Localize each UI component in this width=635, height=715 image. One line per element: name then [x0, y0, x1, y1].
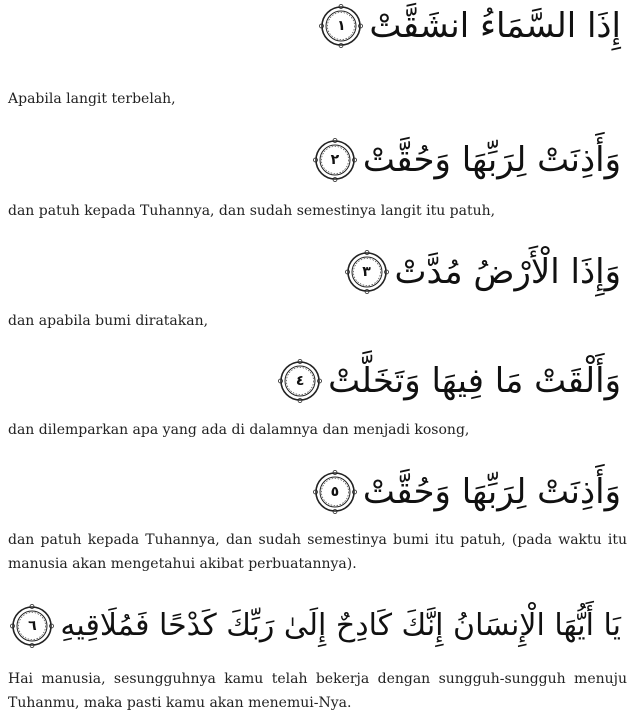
verse-6-translation: Hai manusia, sesungguhnya kamu telah bekerja dengan sungguh-sungguh menuju Tuhanmu, maka pasti kamu akan menemui-Nya. [8, 671, 627, 711]
verse-1-arabic: إِذَا السَّمَاءُ انشَقَّتْ [369, 6, 621, 46]
verse-end-marker-icon [313, 470, 357, 514]
verse-6-number: ٦ [28, 618, 37, 634]
verse-2-arabic-row [313, 138, 621, 182]
verse-3-translation: dan apabila bumi diratakan, [8, 313, 209, 329]
verse-end-marker-icon [278, 359, 322, 403]
verse-2-number: ٢ [330, 152, 340, 168]
verse-6-arabic-row [10, 604, 621, 648]
verse-4-translation: dan dilemparkan apa yang ada di dalamnya dan menjadi kosong, [8, 422, 470, 438]
verse-5-translation: dan patuh kepada Tuhannya, dan sudah semestinya bumi itu patuh, (pada waktu itu manusia akan mengetahui akibat perbuatannya). [8, 532, 627, 572]
verse-4-arabic: وَأَلْقَتْ مَا فِيهَا وَتَخَلَّتْ [328, 361, 621, 401]
verse-5-arabic-row [313, 470, 621, 514]
verse-end-marker-icon [319, 4, 363, 48]
verse-2-arabic: وَأَذِنَتْ لِرَبِّهَا وَحُقَّتْ [362, 140, 621, 180]
verse-end-marker-icon [313, 138, 357, 182]
verse-4-arabic-row [278, 359, 621, 403]
verse-2-translation: dan patuh kepada Tuhannya, dan sudah semestinya langit itu patuh, [8, 203, 496, 219]
verse-end-marker-icon [10, 604, 54, 648]
verse-1-translation: Apabila langit terbelah, [8, 91, 176, 107]
verse-5-number: ٥ [330, 484, 340, 500]
verse-5-arabic: وَأَذِنَتْ لِرَبِّهَا وَحُقَّتْ [362, 472, 621, 512]
verse-1-arabic-row [319, 4, 621, 48]
verse-1-number: ١ [337, 18, 346, 34]
verse-4-number: ٤ [295, 373, 305, 389]
verse-3-arabic-row [345, 250, 622, 294]
verse-3-number: ٣ [362, 264, 371, 280]
verse-end-marker-icon [345, 250, 389, 294]
verse-6-arabic: يَا أَيُّهَا الْإِنسَانُ إِنَّكَ كَادِحٌ إِلَىٰ رَبِّكَ كَدْحًا فَمُلَاقِيهِ [60, 608, 621, 643]
verse-3-arabic: وَإِذَا الْأَرْضُ مُدَّتْ [394, 252, 621, 292]
